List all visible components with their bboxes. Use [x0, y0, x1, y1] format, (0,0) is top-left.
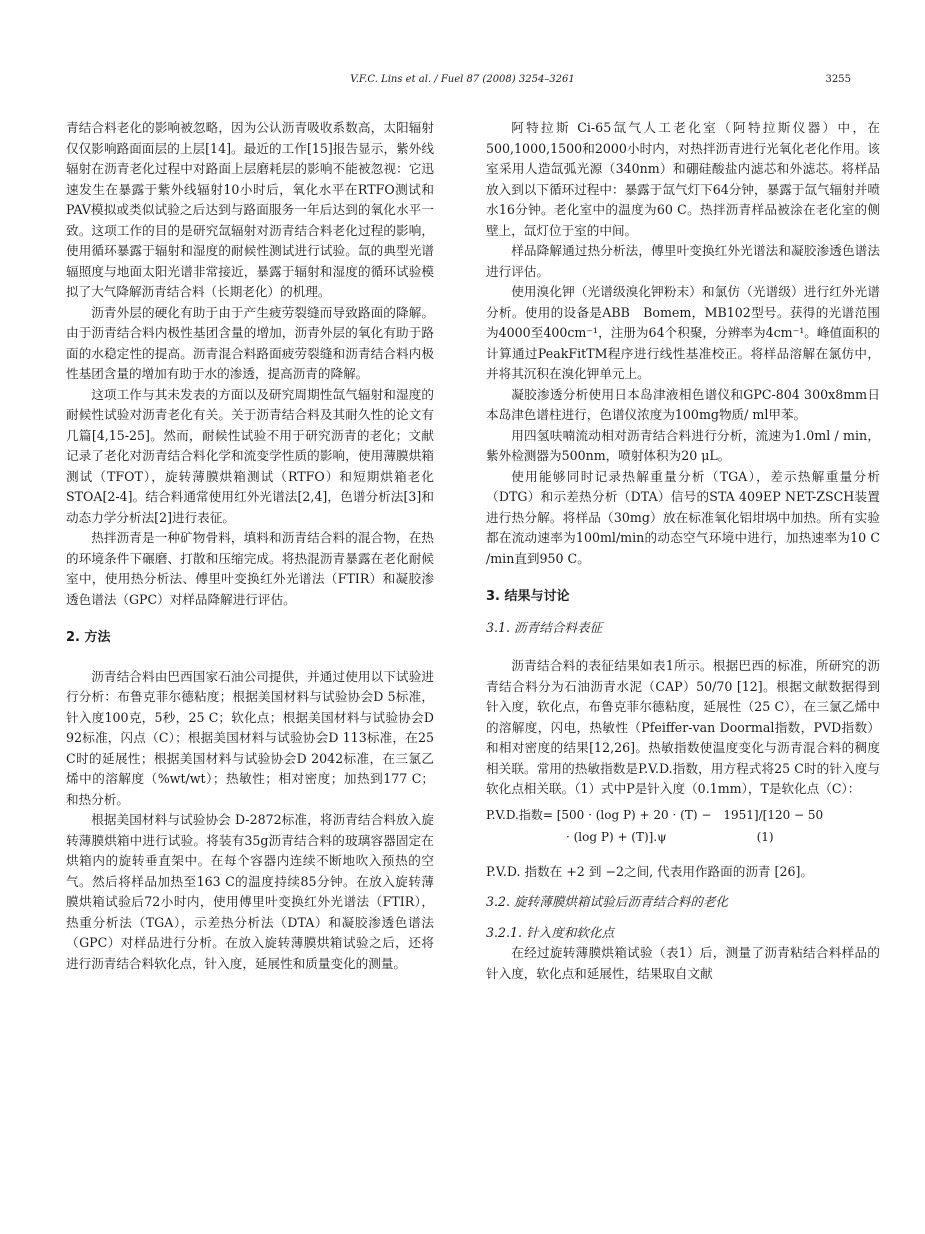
paragraph-intro-continued: 青结合料老化的影响被忽略，因为公认沥青吸收系数高，太阳辐射仅仅影响路面面层的上层[14]。最近的工作[15]报告显示，紫外线辐射在沥青老化过程中对路面上层磨耗层的影响不能被忽视：它迅速发生在暴露于紫外线辐射10小时后，氧化水平在RTFO测试和PAV模拟或类似试验之后达到与路面服务一年后达到的氧化水平一致。这项工作的目的是研究氙辐射对沥青结合料老化过程的影响，使用循环暴露于辐射和湿度的耐候性测试进行试验。氙的典型光谱辐照度与地面太阳光谱非常接近，暴露于辐射和湿度的循环试验模拟了大气降解沥青结合料（长期老化）的机理。: [66, 120, 434, 299]
section-heading-results: 3. 结果与讨论: [486, 589, 570, 604]
paragraph-related-work: 这项工作与其未发表的方面以及研究周期性氙气辐射和湿度的耐候性试验对沥青老化有关。关于沥青结合料及其耐久性的论文有几篇[4,15-25]。然而，耐候性试验不用于研究沥青的老化；文献记录了老化对沥青结合料化学和流变学性质的影响，使用薄膜烘箱测试（TFOT），旋转薄膜烘箱测试（RTFO）和短期烘箱老化STOA[2-4]。结合料通常使用红外光谱法[2,4]，色谱分析法[3]和动态力学分析法[2]进行表征。: [66, 386, 434, 525]
right-column: [486, 118, 880, 984]
running-header: [0, 74, 925, 94]
paragraph-hardening: 沥青外层的硬化有助于由于产生疲劳裂缝而导致路面的降解。由于沥青结合料内极性基团含量的增加，沥青外层的氧化有助于路面的水稳定性的提高。沥青混合料路面疲劳裂缝和沥青结合料内极性基团含量的增加有助于水的渗透，提高沥青的降解。: [66, 304, 434, 381]
page-number: 3255: [825, 74, 851, 85]
equation-pvd-index: [486, 804, 880, 848]
paragraph-pvd-range: P.V.D. 指数在 +2 到 −2之间, 代表用作路面的沥青 [26]。: [486, 863, 813, 879]
subsection-heading-3-2-1: 3.2.1. 针入度和软化点: [486, 924, 615, 940]
equation-line-1: P.V.D.指数= [500 · (log P) + 20 · (T) − 1951]/[120 − 50: [486, 807, 824, 822]
paragraph-binder-tests: 沥青结合料由巴西国家石油公司提供，并通过使用以下试验进行分析：布鲁克菲尔德粘度；根据美国材料与试验协会D 5标准，针入度100克，5秒，25 C；软化点；根据美国材料与试验协会D 92标准，闪点（C）；根据美国材料与试验协会D 113标准，在25 C时的延展性；根据美国材料与试验协会D 2042标准，在三氯乙烯中的溶解度（%wt/wt）；热敏性；相对密度；加热到177 C；和热分析。: [66, 668, 434, 807]
subsection-heading-3-1: 3.1. 沥青结合料表征: [486, 619, 603, 635]
paragraph-penetration-softening: 在经过旋转薄膜烘箱试验（表1）后，测量了沥青粘结合料样品的针入度，软化点和延展性，结果取自文献: [486, 945, 880, 981]
left-column: [66, 118, 434, 974]
paragraph-degradation-eval: 样品降解通过热分析法，傅里叶变换红外光谱法和凝胶渗透色谱法进行评估。: [486, 243, 880, 279]
paragraph-thermal-analysis: 使用能够同时记录热解重量分析（TGA），差示热解重量分析（DTG）和示差热分析（DTA）信号的STA 409EP NET-ZSCH装置进行热分解。将样品（30mg）放在标准氧化铝坩埚中加热。所有实验都在流动速率为100ml/min的动态空气环境中进行，加热速率为10 C /min直到950 C。: [486, 468, 880, 566]
paragraph-gpc-analysis: 凝胶渗透分析使用日本岛津液相色谱仪和GPC-804 300x8mm日本岛津色谱柱进行，色谱仪浓度为100mg物质/ ml甲苯。: [486, 386, 880, 422]
paragraph-ir-analysis: 使用溴化钾（光谱级溴化钾粉末）和氯仿（光谱级）进行红外光谱分析。使用的设备是ABB Bomem，MB102型号。获得的光谱范围为4000至400cm⁻¹，注册为64个积聚，分辨率为4cm⁻¹。峰值面积的计算通过PeakFitTM程序进行线性基准校正。将样品溶解在氯仿中，并将其沉积在溴化钾单元上。: [486, 284, 880, 381]
equation-number: (1): [756, 829, 774, 844]
paragraph-xenon-chamber: 阿特拉斯 Ci-65氙气人工老化室（阿特拉斯仪器）中，在500,1000,1500和2000小时内，对热拌沥青进行光氧化老化作用。该室采用人造氙弧光源（340nm）和硼硅酸盐内滤芯和外滤芯。将样品放入到以下循环过程中：暴露于氙气灯下64分钟，暴露于氙气辐射并喷水16分钟。老化室中的温度为60 C。热拌沥青样品被涂在老化室的侧壁上，氙灯位于室的中间。: [486, 120, 880, 238]
journal-citation: V.F.C. Lins et al. / Fuel 87 (2008) 3254–3261: [350, 74, 575, 85]
paragraph-hot-mix: 热拌沥青是一种矿物骨料，填料和沥青结合料的混合物，在热的环境条件下碾磨、打散和压缩完成。将热混沥青暴露在老化耐候室中，使用热分析法、傅里叶变换红外光谱法（FTIR）和凝胶渗透色谱法（GPC）对样品降解进行评估。: [66, 530, 434, 607]
paragraph-thf-mobile-phase: 用四氢呋喃流动相对沥青结合料进行分析，流速为1.0ml / min，紫外检测器为500nm，喷射体积为20 μL。: [486, 427, 880, 463]
section-heading-methods: 2. 方法: [66, 630, 111, 645]
paragraph-characterization: 沥青结合料的表征结果如表1所示。根据巴西的标准，所研究的沥青结合料分为石油沥青水泥（CAP）50/70 [12]。根据文献数据得到针入度，软化点，布鲁克菲尔德粘度，延展性（25 C），在三氯乙烯中的溶解度，闪电，热敏性（Pfeiffer-van Doormal指数，PVD指数）和相对密度的结果[12,26]。热敏指数使温度变化与沥青混合料的稠度相关联。常用的热敏指数是P.V.D.指数，用方程式将25 C时的针入度与软化点相关联。（1）式中P是针入度（0.1mm），T是软化点（C）：: [486, 658, 880, 796]
subsection-heading-3-2: 3.2. 旋转薄膜烘箱试验后沥青结合料的老化: [486, 894, 729, 909]
paragraph-rtfo-test: 根据美国材料与试验协会 D-2872标准，将沥青结合料放入旋转薄膜烘箱中进行试验。将装有35g沥青结合料的玻璃容器固定在烘箱内的旋转垂直架中。在每个容器内连续不断地吹入预热的空气。然后将样品加热至163 C的温度持续85分钟。在放入旋转薄膜烘箱试验后72小时内，使用傅里叶变换红外光谱法（FTIR），热重分析法（TGA），示差热分析法（DTA）和凝胶渗透色谱法（GPC）对样品进行分析。在放入旋转薄膜烘箱试验之后，还将进行沥青结合料软化点，针入度，延展性和质量变化的测量。: [66, 812, 434, 971]
equation-line-2: · (log P) + (T)].ψ: [566, 829, 667, 844]
